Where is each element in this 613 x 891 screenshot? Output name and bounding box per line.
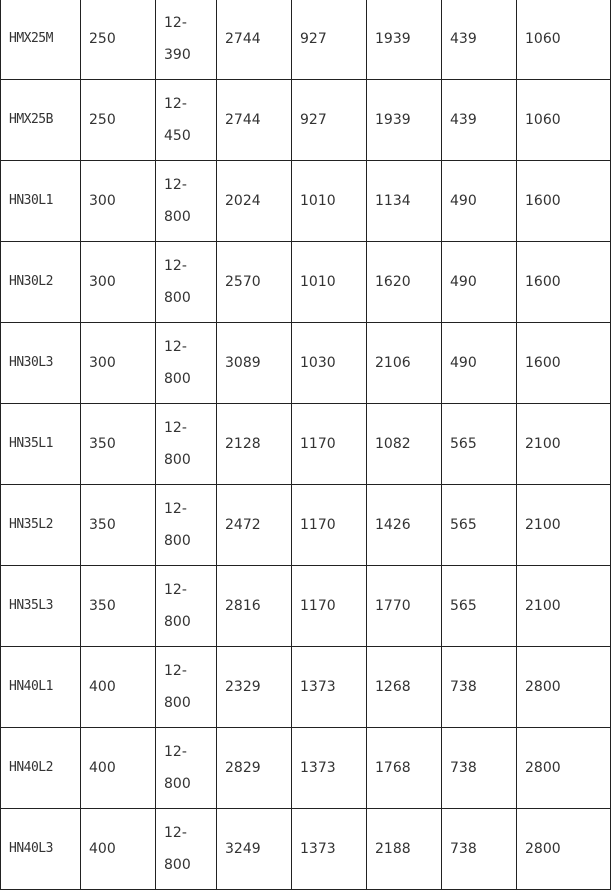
spec-table-body	[1, 0, 611, 890]
col5-cell: 927	[292, 80, 367, 161]
col6-cell: 2106	[367, 323, 442, 404]
range-cell	[156, 485, 217, 566]
col5-cell: 1010	[292, 161, 367, 242]
range-cell	[156, 242, 217, 323]
col2-cell: 350	[81, 404, 156, 485]
col4-cell: 2329	[217, 647, 292, 728]
col2-cell: 300	[81, 242, 156, 323]
model-cell: HN30L1	[1, 161, 81, 242]
col4-cell: 2829	[217, 728, 292, 809]
model-cell: HN40L3	[1, 809, 81, 890]
range-end: 800	[164, 695, 191, 711]
col8-cell: 2100	[517, 566, 611, 647]
model-cell: HN35L1	[1, 404, 81, 485]
col8-cell: 2800	[517, 647, 611, 728]
table-row	[1, 485, 611, 566]
col4-cell: 2744	[217, 80, 292, 161]
col5-cell: 1373	[292, 809, 367, 890]
col7-cell: 490	[442, 242, 517, 323]
col2-cell: 400	[81, 647, 156, 728]
table-row	[1, 80, 611, 161]
range-end: 800	[164, 209, 191, 225]
range-start: 12-	[164, 96, 187, 112]
col6-cell: 1082	[367, 404, 442, 485]
range-cell	[156, 404, 217, 485]
table-row	[1, 404, 611, 485]
table-row	[1, 728, 611, 809]
col5-cell: 1170	[292, 566, 367, 647]
model-cell: HMX25B	[1, 80, 81, 161]
table-row	[1, 566, 611, 647]
col6-cell: 1620	[367, 242, 442, 323]
col5-cell: 1170	[292, 485, 367, 566]
range-cell	[156, 0, 217, 80]
col8-cell: 2100	[517, 485, 611, 566]
col4-cell: 2816	[217, 566, 292, 647]
range-start: 12-	[164, 582, 187, 598]
col8-cell: 1060	[517, 0, 611, 80]
col5-cell: 1373	[292, 647, 367, 728]
model-cell: HN35L2	[1, 485, 81, 566]
col5-cell: 927	[292, 0, 367, 80]
table-row	[1, 242, 611, 323]
range-start: 12-	[164, 663, 187, 679]
range-cell	[156, 809, 217, 890]
range-cell	[156, 80, 217, 161]
col8-cell: 1600	[517, 161, 611, 242]
model-cell: HN30L2	[1, 242, 81, 323]
col5-cell: 1010	[292, 242, 367, 323]
range-end: 800	[164, 371, 191, 387]
col2-cell: 350	[81, 566, 156, 647]
table-row	[1, 809, 611, 890]
range-end: 800	[164, 533, 191, 549]
col6-cell: 1426	[367, 485, 442, 566]
col6-cell: 1939	[367, 80, 442, 161]
col5-cell: 1373	[292, 728, 367, 809]
table-row	[1, 323, 611, 404]
col6-cell: 1768	[367, 728, 442, 809]
table-row	[1, 161, 611, 242]
col2-cell: 400	[81, 809, 156, 890]
table-row	[1, 0, 611, 80]
col7-cell: 565	[442, 404, 517, 485]
col2-cell: 250	[81, 0, 156, 80]
col6-cell: 2188	[367, 809, 442, 890]
col4-cell: 2024	[217, 161, 292, 242]
range-start: 12-	[164, 501, 187, 517]
col8-cell: 2800	[517, 809, 611, 890]
col4-cell: 3249	[217, 809, 292, 890]
col8-cell: 2800	[517, 728, 611, 809]
range-start: 12-	[164, 15, 187, 31]
range-cell	[156, 647, 217, 728]
col2-cell: 300	[81, 161, 156, 242]
range-start: 12-	[164, 177, 187, 193]
model-cell: HN40L1	[1, 647, 81, 728]
range-start: 12-	[164, 258, 187, 274]
col7-cell: 738	[442, 728, 517, 809]
col7-cell: 490	[442, 323, 517, 404]
col6-cell: 1268	[367, 647, 442, 728]
model-cell: HN35L3	[1, 566, 81, 647]
col7-cell: 565	[442, 566, 517, 647]
col2-cell: 350	[81, 485, 156, 566]
range-cell	[156, 728, 217, 809]
range-start: 12-	[164, 420, 187, 436]
range-end: 800	[164, 857, 191, 873]
range-start: 12-	[164, 744, 187, 760]
range-cell	[156, 566, 217, 647]
col7-cell: 439	[442, 80, 517, 161]
model-cell: HN30L3	[1, 323, 81, 404]
range-end: 800	[164, 614, 191, 630]
col2-cell: 400	[81, 728, 156, 809]
range-cell	[156, 161, 217, 242]
col8-cell: 2100	[517, 404, 611, 485]
col4-cell: 2128	[217, 404, 292, 485]
col4-cell: 3089	[217, 323, 292, 404]
model-cell: HMX25M	[1, 0, 81, 80]
range-end: 800	[164, 776, 191, 792]
col7-cell: 439	[442, 0, 517, 80]
col2-cell: 300	[81, 323, 156, 404]
range-start: 12-	[164, 339, 187, 355]
range-end: 390	[164, 47, 191, 63]
col4-cell: 2472	[217, 485, 292, 566]
range-end: 800	[164, 452, 191, 468]
col5-cell: 1170	[292, 404, 367, 485]
col7-cell: 738	[442, 647, 517, 728]
col6-cell: 1134	[367, 161, 442, 242]
col4-cell: 2570	[217, 242, 292, 323]
col5-cell: 1030	[292, 323, 367, 404]
col6-cell: 1939	[367, 0, 442, 80]
col8-cell: 1060	[517, 80, 611, 161]
col8-cell: 1600	[517, 242, 611, 323]
col2-cell: 250	[81, 80, 156, 161]
col7-cell: 490	[442, 161, 517, 242]
range-start: 12-	[164, 825, 187, 841]
range-end: 800	[164, 290, 191, 306]
col4-cell: 2744	[217, 0, 292, 80]
col7-cell: 565	[442, 485, 517, 566]
model-cell: HN40L2	[1, 728, 81, 809]
col8-cell: 1600	[517, 323, 611, 404]
range-cell	[156, 323, 217, 404]
range-end: 450	[164, 128, 191, 144]
col6-cell: 1770	[367, 566, 442, 647]
table-row	[1, 647, 611, 728]
col7-cell: 738	[442, 809, 517, 890]
